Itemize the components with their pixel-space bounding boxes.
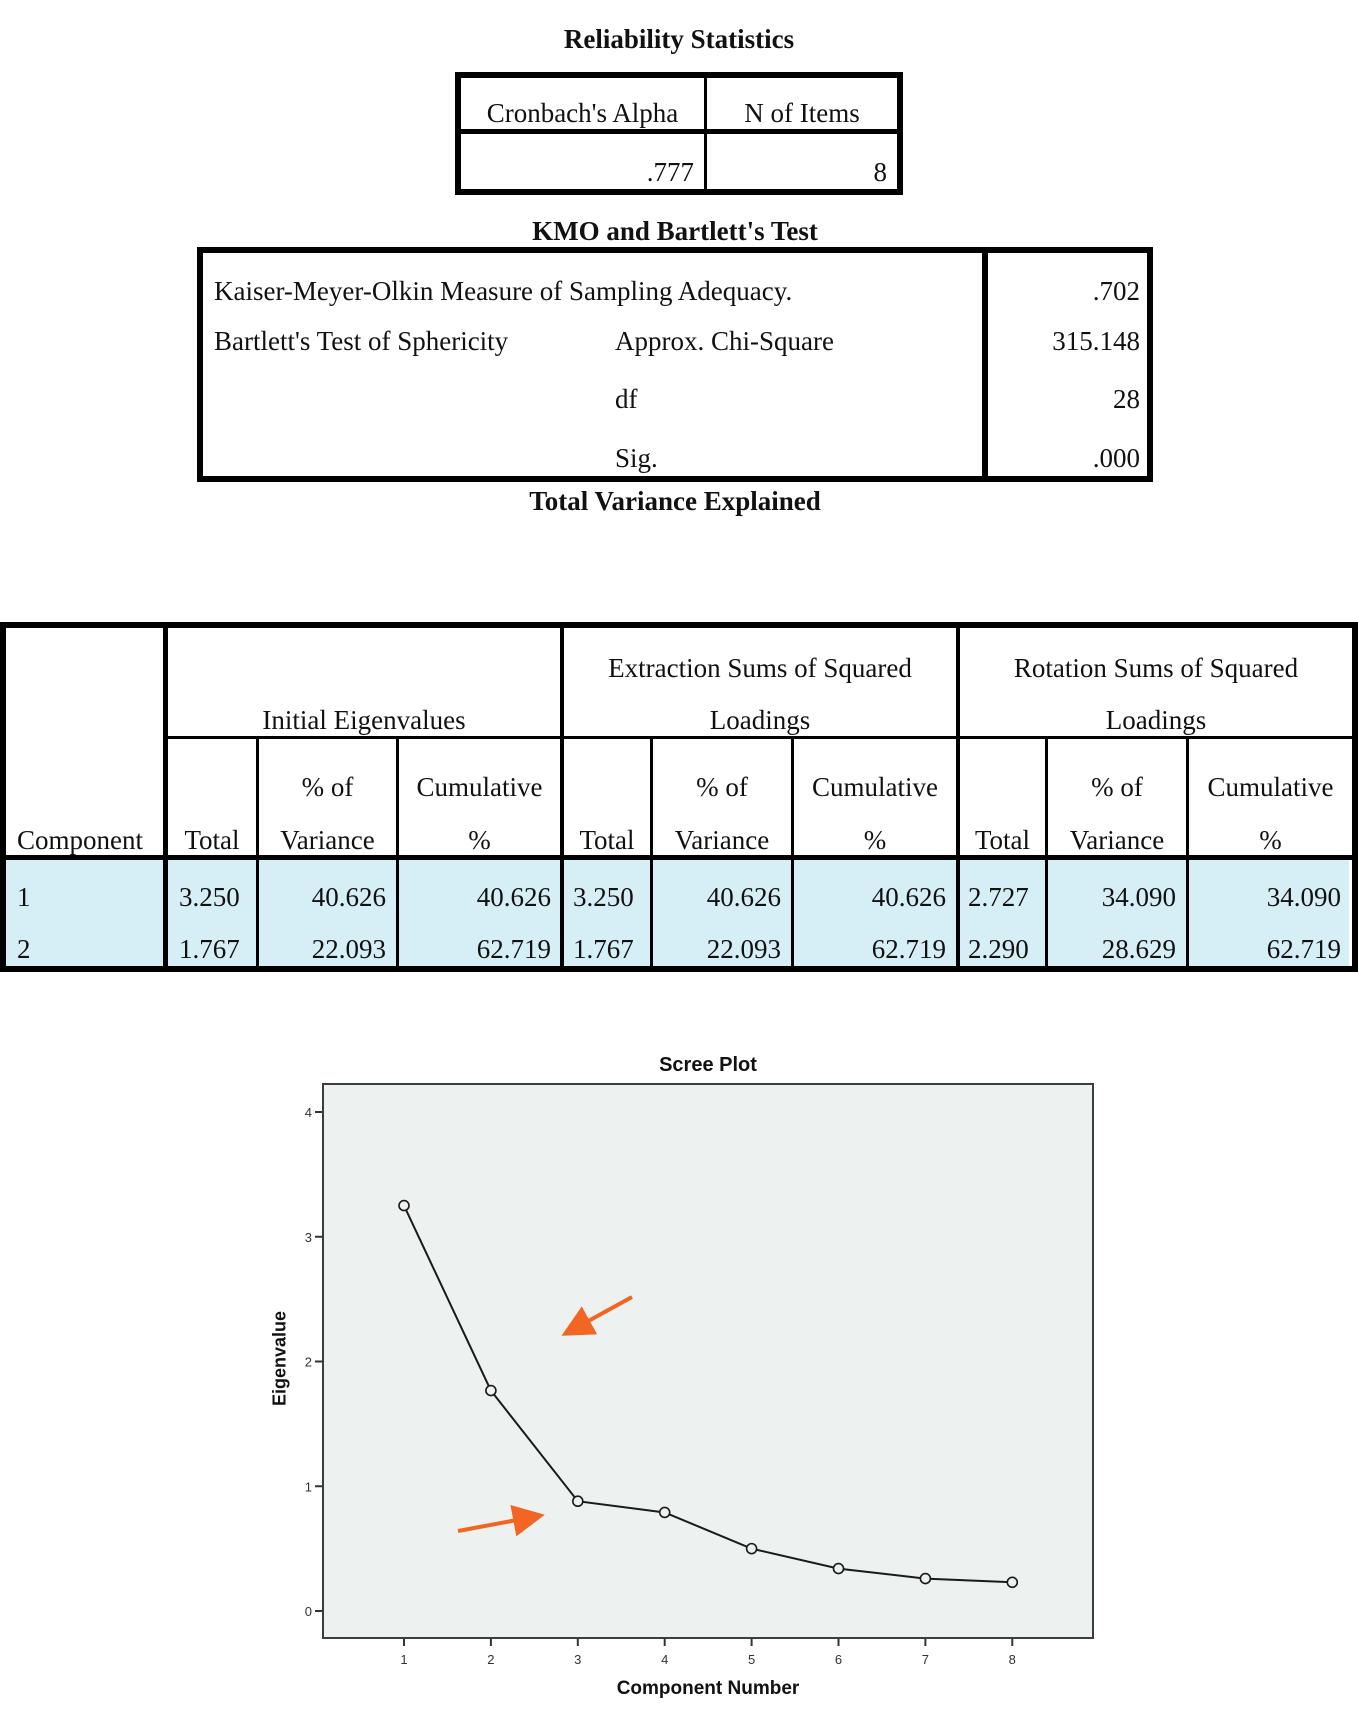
bartlett-chi-square-value: 315.148 — [1052, 326, 1140, 356]
value-cell: 62.719 — [871, 934, 946, 964]
kmo-row-label: Kaiser-Meyer-Olkin Measure of Sampling Adequacy. — [214, 276, 793, 306]
group-header-extraction-line2: Loadings — [709, 705, 811, 735]
value-cell: 28.629 — [1101, 934, 1176, 964]
value-cell: 40.626 — [476, 882, 551, 912]
subheader-pct-variance-line1: % of — [696, 772, 748, 802]
subheader-pct-variance-line2: Variance — [1069, 825, 1165, 855]
y-tick-label: 2 — [304, 1354, 312, 1370]
value-cell: 1.767 — [179, 934, 240, 964]
x-tick-label: 7 — [921, 1652, 930, 1667]
x-tick-label: 6 — [834, 1652, 843, 1667]
subheader-total: Total — [579, 825, 635, 855]
data-point-marker — [1007, 1577, 1017, 1587]
value-cell: 1.767 — [573, 934, 634, 964]
value-cronbachs-alpha: .777 — [646, 157, 694, 187]
x-tick-label: 4 — [661, 1652, 669, 1667]
subheader-cumulative-line1: Cumulative — [812, 772, 938, 802]
value-cell: 22.093 — [706, 934, 781, 964]
value-cell: 3.250 — [573, 882, 634, 912]
subheader-pct-variance-line1: % of — [1091, 772, 1143, 802]
y-tick-label: 3 — [304, 1229, 312, 1245]
subheader-cumulative-line2: % — [1259, 825, 1282, 855]
data-point-marker — [660, 1507, 670, 1517]
subheader-pct-variance-line2: Variance — [280, 825, 375, 855]
value-n-of-items: 8 — [873, 157, 887, 187]
value-cell: 62.719 — [1266, 934, 1341, 964]
x-tick-label: 2 — [487, 1652, 495, 1667]
eigenvalue-markers — [399, 1201, 1017, 1588]
group-header-extraction-line1: Extraction Sums of Squared — [608, 653, 912, 683]
subheader-cumulative-line2: % — [468, 825, 491, 855]
variance-title: Total Variance Explained — [529, 486, 821, 516]
header-n-of-items: N of Items — [744, 98, 860, 128]
data-point-marker — [834, 1564, 844, 1574]
chart-title: Scree Plot — [659, 1054, 757, 1076]
kmo-row-value: .702 — [1092, 276, 1140, 306]
header-cronbachs-alpha: Cronbach's Alpha — [486, 98, 679, 128]
subheader-pct-variance-line1: % of — [301, 772, 354, 802]
y-tick-label: 4 — [304, 1105, 312, 1120]
value-cell: 22.093 — [311, 934, 386, 964]
y-axis-ticks — [305, 1105, 322, 1619]
subheader-total: Total — [184, 825, 240, 855]
bartlett-sig-value: .000 — [1092, 443, 1140, 473]
data-point-marker — [486, 1386, 496, 1396]
x-tick-label: 1 — [400, 1652, 408, 1667]
data-point-marker — [747, 1544, 757, 1554]
reliability-title: Reliability Statistics — [563, 24, 795, 54]
x-tick-label: 5 — [747, 1652, 756, 1667]
component-cell: 1 — [17, 882, 31, 912]
group-header-rotation-line2: Loadings — [1105, 705, 1207, 735]
subheader-cumulative-line1: Cumulative — [416, 772, 543, 802]
value-cell: 40.626 — [871, 882, 946, 912]
y-tick-label: 0 — [304, 1604, 312, 1619]
value-cell: 2.290 — [968, 934, 1029, 964]
group-header-rotation-line1: Rotation Sums of Squared — [1013, 653, 1299, 683]
value-cell: 34.090 — [1101, 882, 1176, 912]
x-tick-label: 3 — [574, 1652, 582, 1667]
value-cell: 34.090 — [1266, 882, 1341, 912]
x-tick-label: 8 — [1008, 1652, 1016, 1667]
data-point-marker — [920, 1574, 930, 1584]
annotation-arrow-lower — [458, 1517, 533, 1531]
x-axis-label: Component Number — [616, 1678, 800, 1699]
subheader-total: Total — [974, 825, 1031, 855]
annotation-arrow-upper — [572, 1297, 632, 1330]
y-axis-label: Eigenvalue — [269, 1310, 290, 1407]
group-header-initial-eigenvalues: Initial Eigenvalues — [262, 705, 466, 735]
value-cell: 40.626 — [311, 882, 386, 912]
bartlett-sub-label-df: df — [615, 384, 638, 414]
value-cell: 40.626 — [706, 882, 781, 912]
value-cell: 2.727 — [968, 882, 1029, 912]
bartlett-df-value: 28 — [1113, 384, 1140, 414]
bartlett-sub-label-chi-square: Approx. Chi-Square — [615, 326, 834, 356]
value-cell: 3.250 — [179, 882, 240, 912]
x-axis-ticks — [400, 1639, 1016, 1667]
component-cell: 2 — [17, 934, 31, 964]
y-tick-label: 1 — [304, 1479, 312, 1495]
data-point-marker — [573, 1496, 583, 1506]
bartlett-sub-label-sig: Sig. — [615, 443, 658, 473]
header-component: Component — [17, 825, 143, 855]
data-point-marker — [399, 1201, 409, 1211]
subheader-pct-variance-line2: Variance — [674, 825, 770, 855]
value-cell: 62.719 — [476, 934, 551, 964]
subheader-cumulative-line1: Cumulative — [1207, 772, 1334, 802]
bartlett-row-label: Bartlett's Test of Sphericity — [214, 326, 509, 356]
kmo-title: KMO and Bartlett's Test — [532, 216, 818, 246]
subheader-cumulative-line2: % — [863, 825, 887, 855]
